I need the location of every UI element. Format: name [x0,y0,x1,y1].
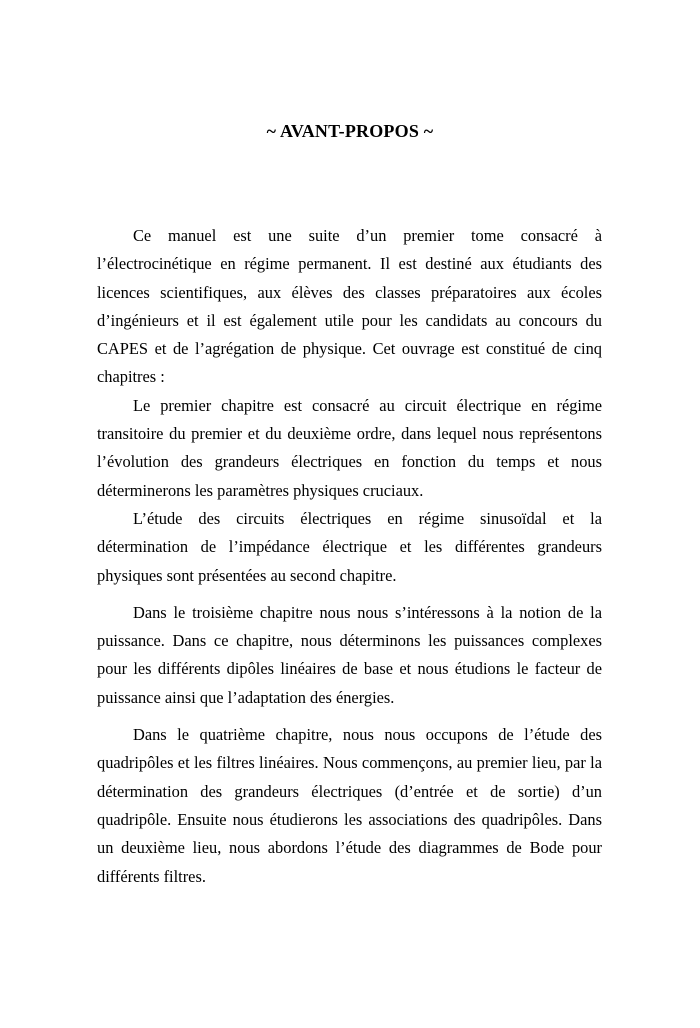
paragraph-chapter-4: Dans le quatrième chapitre, nous nous occupons de l’étude des quadripôles et les filtres linéaires. Nous commençons, au premier lieu, par la détermination des grandeurs électriques (d’entrée et de sortie) d’un quadripôle. Ensuite nous étudierons les associations des quadripôles. Dans un deuxième lieu, nous abordons l’étude des diagrammes de Bode pour différents filtres. [97,725,602,886]
paragraph-chapter-1: Le premier chapitre est consacré au circuit électrique en régime transitoire du premier et du deuxième ordre, dans lequel nous représentons l’évolution des grandeurs électriques en fonction du temps et nous déterminerons les paramètres physiques cruciaux. [97,395,602,500]
page-title: ~ AVANT-PROPOS ~ [266,121,434,141]
paragraph-chapter-2: L’étude des circuits électriques en régime sinusoïdal et la détermination de l’impédance électrique et les différentes grandeurs physiques sont présentées au second chapitre. [97,508,602,585]
document-body [97,222,602,891]
paragraph-intro: Ce manuel est une suite d’un premier tome consacré à l’électrocinétique en régime permanent. Il est destiné aux étudiants des licences scientifiques, aux élèves des classes préparatoires aux écoles d’ingénieurs et il est également utile pour les candidats au concours du CAPES et de l’agrégation de physique. Cet ouvrage est constitué de cinq chapitres : [97,226,602,387]
paragraph-chapter-3: Dans le troisième chapitre nous nous s’intéressons à la notion de la puissance. Dans ce chapitre, nous déterminons les puissances complexes pour les différents dipôles linéaires de base et nous étudions le facteur de puissance ainsi que l’adaptation des énergies. [97,602,602,707]
